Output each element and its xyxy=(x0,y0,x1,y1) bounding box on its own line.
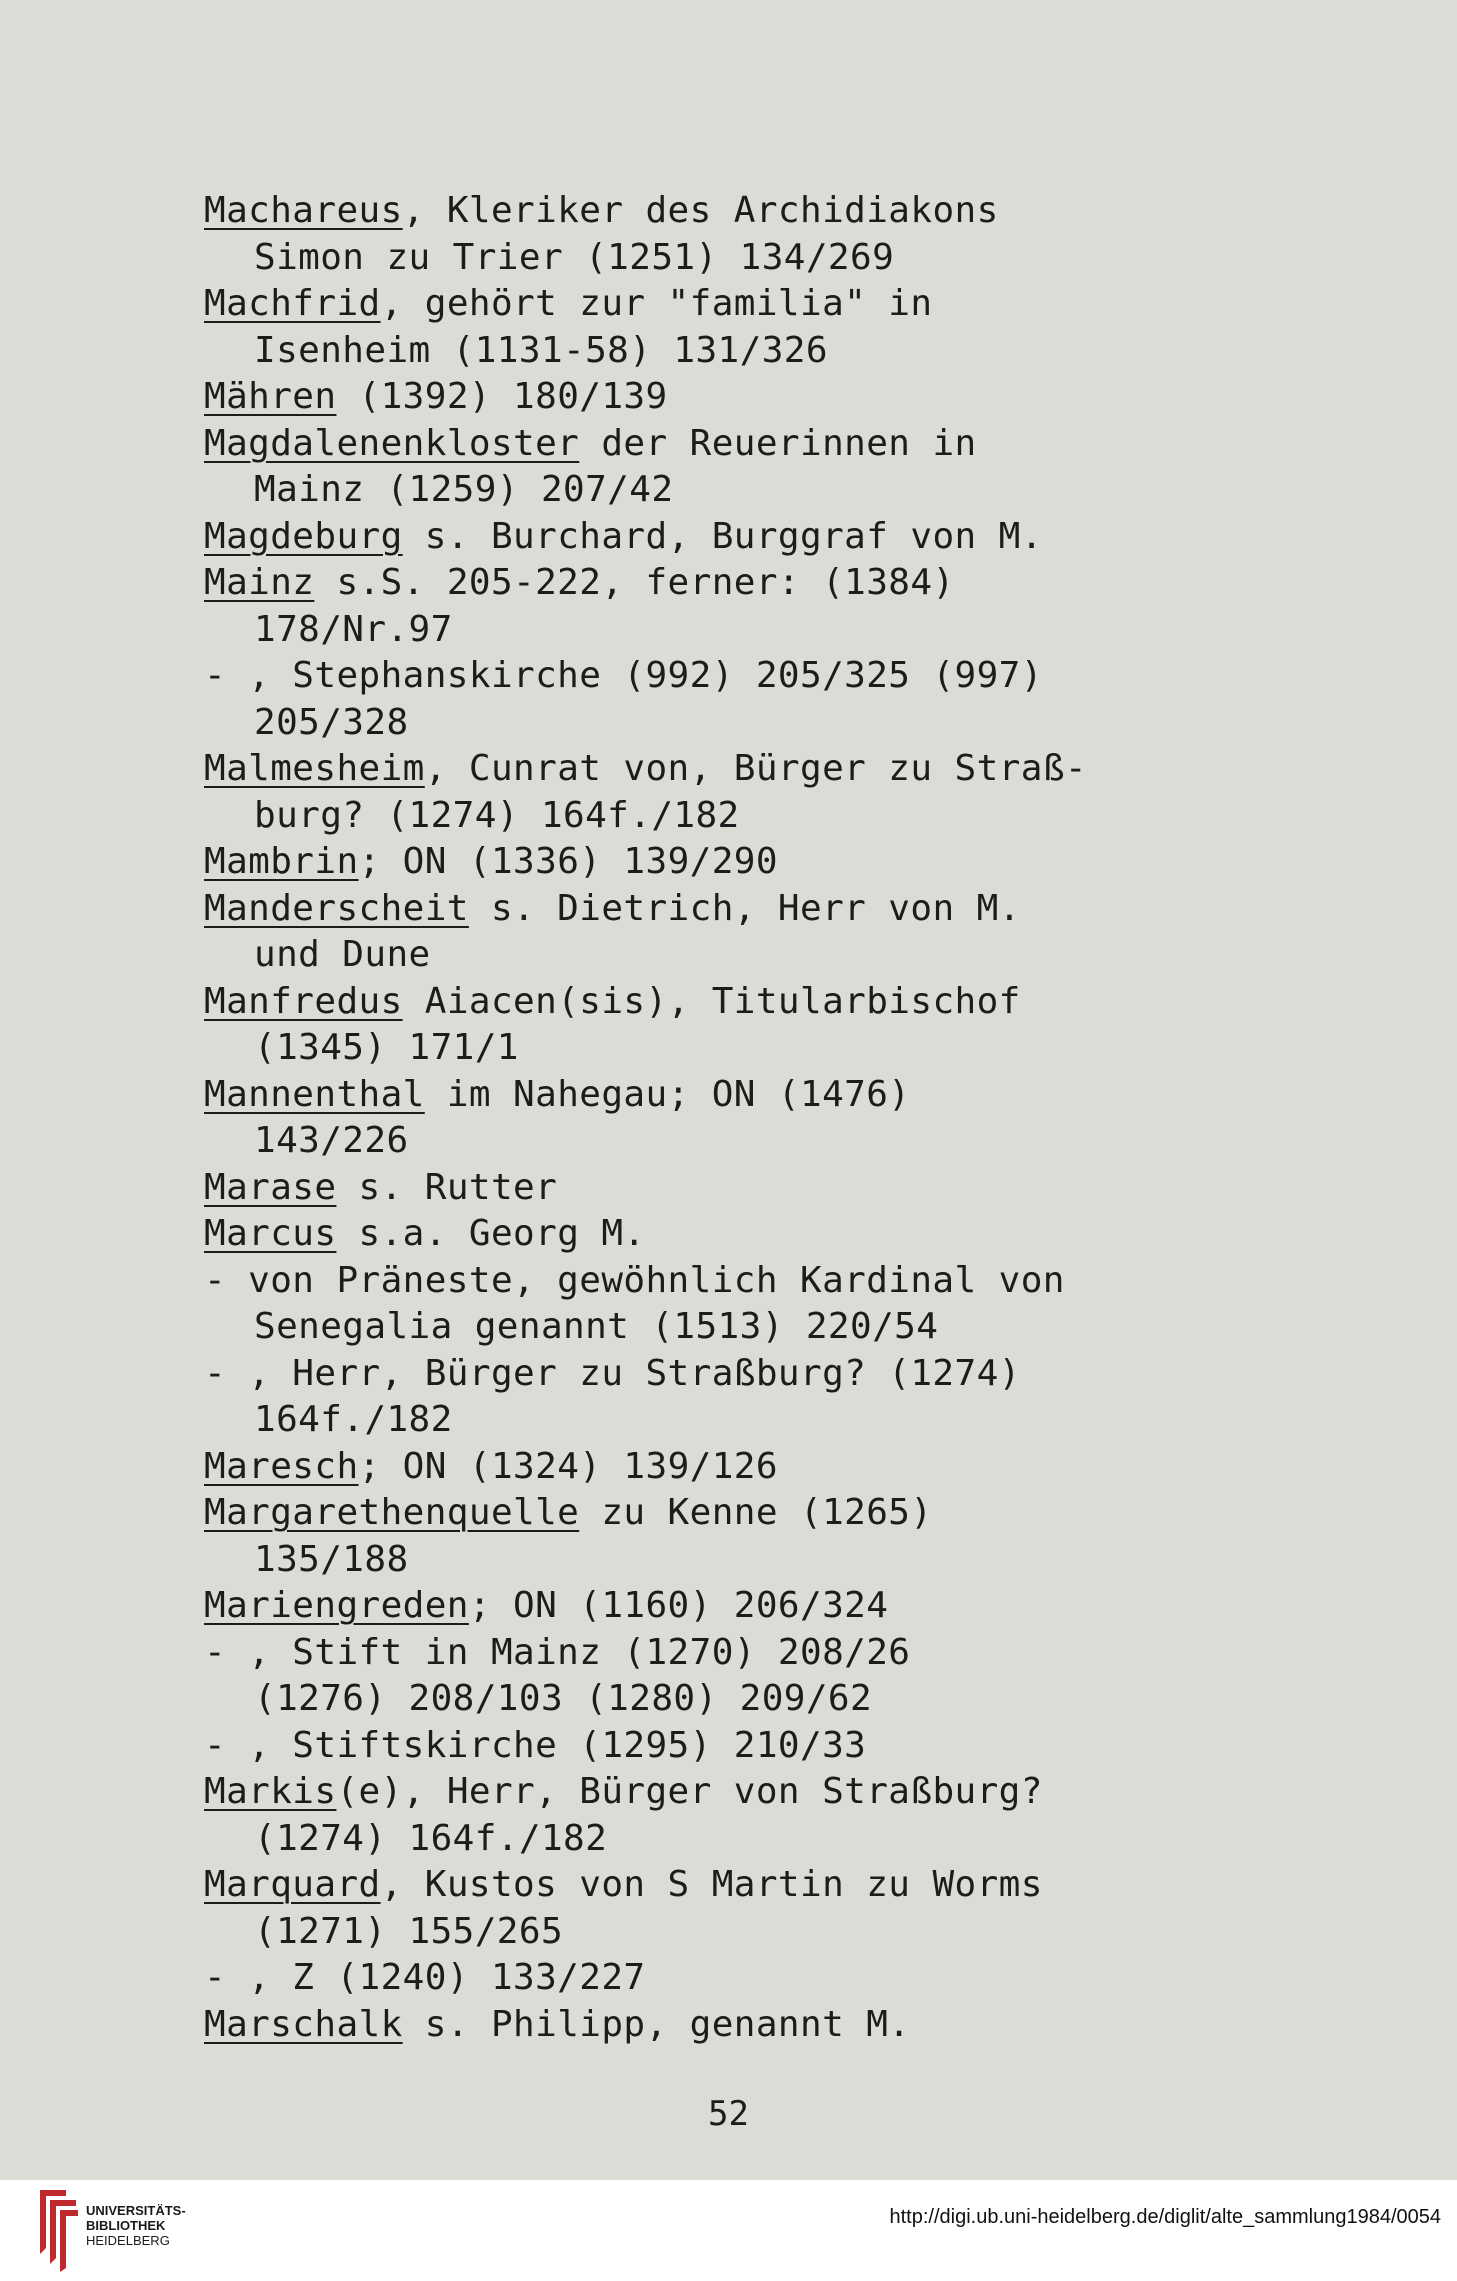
entry-line xyxy=(204,1072,1324,1119)
page-number: 52 xyxy=(708,2094,749,2134)
entry-line xyxy=(204,1118,1324,1165)
entry-line xyxy=(204,421,1324,468)
entry-text: und Dune xyxy=(254,934,431,975)
footer-bar xyxy=(0,2180,1457,2281)
entry-headword: Machfrid xyxy=(204,283,381,324)
entry-headword: Markis xyxy=(204,1771,337,1812)
entry-headword: Mambrin xyxy=(204,841,359,882)
entry-line xyxy=(204,700,1324,747)
entry-text: 205/328 xyxy=(254,701,409,743)
entry-text: s. Rutter xyxy=(336,1166,558,1208)
entry-text: s.a. Georg M. xyxy=(336,1213,646,1254)
entry-headword: Manderscheit xyxy=(204,887,469,929)
entry-line xyxy=(204,467,1324,514)
entry-text: - von Präneste, gewöhnlich Kardinal von xyxy=(204,1259,1065,1301)
entry-line xyxy=(204,1025,1324,1072)
entry-line xyxy=(204,793,1324,840)
entry-text: der Reuerinnen in xyxy=(579,422,977,464)
entry-text: - , Stift in Mainz (1270) 208/26 xyxy=(204,1631,911,1673)
entry-text: burg? (1274) 164f./182 xyxy=(254,794,740,836)
entry-headword: Mainz xyxy=(204,562,315,603)
entry-line xyxy=(204,1490,1324,1537)
entry-text: Aiacen(sis), Titularbischof xyxy=(402,980,1021,1022)
entry-line xyxy=(204,1769,1324,1816)
entry-line xyxy=(204,1816,1324,1863)
entry-text: - , Z (1240) 133/227 xyxy=(204,1957,646,1998)
entry-line xyxy=(204,1630,1324,1677)
entry-text: 135/188 xyxy=(254,1538,409,1580)
entry-line xyxy=(204,1397,1324,1444)
entry-text: (1392) 180/139 xyxy=(336,376,668,417)
entry-text: 143/226 xyxy=(254,1120,409,1161)
entry-text: ; ON (1160) 206/324 xyxy=(468,1585,889,1626)
entry-text: (1276) 208/103 (1280) 209/62 xyxy=(254,1678,873,1719)
entry-text: s. Burchard, Burggraf von M. xyxy=(402,515,1043,557)
library-name xyxy=(86,2203,186,2248)
entry-text: Senegalia genannt (1513) 220/54 xyxy=(254,1306,939,1347)
entry-line xyxy=(204,1537,1324,1584)
entry-line xyxy=(204,328,1324,375)
entry-headword: Marcus xyxy=(204,1213,337,1254)
entry-headword: Margarethenquelle xyxy=(204,1492,580,1533)
entry-headword: Marquard xyxy=(204,1864,381,1905)
entry-text: Isenheim (1131-58) 131/326 xyxy=(254,329,828,371)
entry-line xyxy=(204,1583,1324,1630)
entry-headword: Maresch xyxy=(204,1445,359,1487)
entry-line xyxy=(204,607,1324,654)
entry-line xyxy=(204,374,1324,421)
entry-line xyxy=(204,514,1324,561)
entry-headword: Manfredus xyxy=(204,980,403,1022)
entry-text: Simon zu Trier (1251) 134/269 xyxy=(254,236,895,278)
library-name-line2: BIBLIOTHEK xyxy=(86,2218,166,2233)
entry-line xyxy=(204,1723,1324,1770)
entry-line xyxy=(204,1258,1324,1305)
source-url-link[interactable]: http://digi.ub.uni-heidelberg.de/diglit/alte_sammlung1984/0054 xyxy=(889,2206,1441,2228)
entry-text: 164f./182 xyxy=(254,1399,453,1440)
index-entries xyxy=(204,188,1324,2048)
entry-line xyxy=(204,653,1324,700)
entry-headword: Mähren xyxy=(204,376,337,417)
entry-headword: Mariengreden xyxy=(204,1585,469,1626)
entry-line xyxy=(204,746,1324,793)
entry-line xyxy=(204,1862,1324,1909)
entry-text: , gehört zur "familia" in xyxy=(380,283,933,324)
entry-text: (1274) 164f./182 xyxy=(254,1817,608,1859)
library-name-line3: HEIDELBERG xyxy=(86,2233,170,2248)
entry-text: , Kustos von S Martin zu Worms xyxy=(380,1864,1043,1905)
entry-line xyxy=(204,1955,1324,2002)
entry-line xyxy=(204,932,1324,979)
entry-text: Mainz (1259) 207/42 xyxy=(254,469,674,510)
entry-headword: Magdalenenkloster xyxy=(204,422,580,464)
entry-text: ; ON (1324) 139/126 xyxy=(358,1445,778,1487)
entry-text: s. Philipp, genannt M. xyxy=(402,2003,911,2045)
entry-line xyxy=(204,1304,1324,1351)
entry-line xyxy=(204,235,1324,282)
entry-text: ; ON (1336) 139/290 xyxy=(358,841,778,882)
entry-headword: Marschalk xyxy=(204,2003,403,2045)
entry-text: - , Stiftskirche (1295) 210/33 xyxy=(204,1724,867,1766)
entry-line xyxy=(204,1444,1324,1491)
entry-text: im Nahegau; ON (1476) xyxy=(424,1073,911,1115)
entry-line xyxy=(204,2002,1324,2049)
entry-text: s. Dietrich, Herr von M. xyxy=(468,887,1021,929)
entry-line xyxy=(204,1909,1324,1956)
entry-headword: Malmesheim xyxy=(204,748,425,789)
entry-headword: Machareus xyxy=(204,190,403,231)
entry-line xyxy=(204,1165,1324,1212)
entry-text: , Cunrat von, Bürger zu Straß- xyxy=(424,748,1087,789)
library-name-line1: UNIVERSITÄTS- xyxy=(86,2203,186,2218)
entry-line xyxy=(204,1351,1324,1398)
entry-headword: Mannenthal xyxy=(204,1073,425,1115)
entry-headword: Magdeburg xyxy=(204,515,403,557)
entry-line xyxy=(204,886,1324,933)
entry-text: 178/Nr.97 xyxy=(254,608,453,650)
entry-text: zu Kenne (1265) xyxy=(579,1492,933,1533)
entry-text: (e), Herr, Bürger von Straßburg? xyxy=(336,1771,1043,1812)
entry-text: , Kleriker des Archidiakons xyxy=(402,190,999,231)
entry-headword: Marase xyxy=(204,1166,337,1208)
entry-text: - , Herr, Bürger zu Straßburg? (1274) xyxy=(204,1352,1021,1394)
entry-text: (1345) 171/1 xyxy=(254,1027,519,1068)
entry-line xyxy=(204,1211,1324,1258)
entry-text: s.S. 205-222, ferner: (1384) xyxy=(314,562,955,603)
entry-line xyxy=(204,188,1324,235)
library-logo-icon xyxy=(36,2188,80,2272)
entry-line xyxy=(204,1676,1324,1723)
entry-text: - , Stephanskirche (992) 205/325 (997) xyxy=(204,655,1043,696)
entry-line xyxy=(204,560,1324,607)
entry-line xyxy=(204,979,1324,1026)
entry-line xyxy=(204,839,1324,886)
entry-line xyxy=(204,281,1324,328)
entry-text: (1271) 155/265 xyxy=(254,1910,564,1952)
